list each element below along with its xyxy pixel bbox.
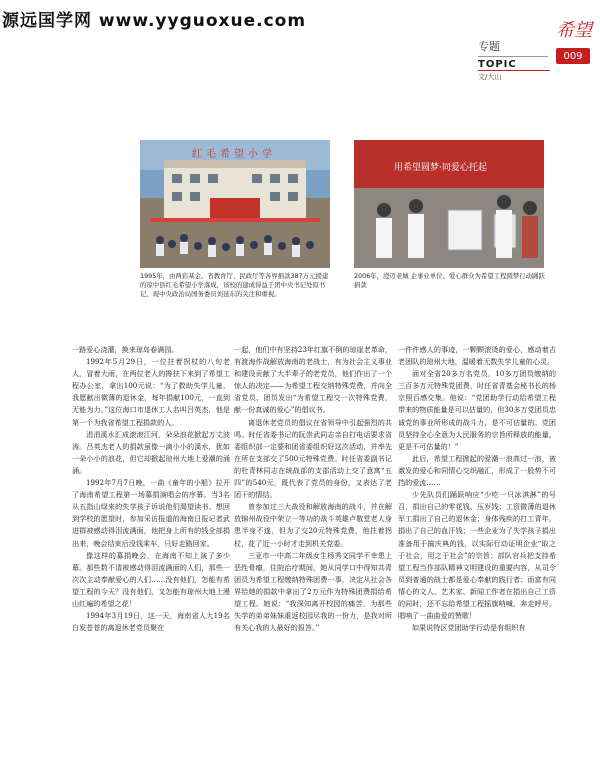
article-column-2 [234, 344, 392, 634]
article-column-1 [72, 344, 230, 634]
school-photo-caption: 1995年，由两彩基金、省教育厅、民政厅等各界捐款387万元援建的琼中县红毛希望小学落成，该校的建成得益于团中央书记处原书记、现中央政治局国务委员刘延东的关注和重视。 [140, 272, 329, 298]
donation-photo-caption: 2006年，澄迈老城 企事业单位、爱心群众为希望工程圆梦行动踊跃捐款 [354, 272, 545, 289]
article-author: 文/大山 [478, 73, 502, 81]
magazine-brand-logo [554, 14, 592, 44]
article-column-3 [398, 344, 556, 634]
paragraph: 三亚市一中高二年级女生杨秀文同学不幸患上恶性骨瘤，住院治疗期间，她从同学口中得知共青团员为希望工程缴纳特殊团费一事，决定从社会各界给她的捐款中拿出了2万元作为特殊团费捐给希望工程。她说：“我深知离开校园的痛苦，为那些失学的弟弟妹妹重返校园尽我的一份力，是我对所有关心我的人最好的报答。” [234, 550, 392, 633]
paragraph: 一起，他们中有坚持23年红旗不倒的琼崖老革命，有渡海作战解放海南的老战士，有为社会主义事业和建设贡献了大半辈子的老党员，他们作出了一个惊人的决定——为希望工程交纳特殊党费，并向全省党员、团员发出“为希望工程交一次特殊党费，献一份真诚的爱心”的倡议书。 [234, 345, 392, 415]
header-divider [478, 70, 550, 71]
paragraph: 此后，希望工程掀起的爱潮一浪高过一浪，被激发的爱心和同情心交织融汇，形成了一股势不可挡的爱流…… [398, 453, 556, 488]
paragraph: 1992年5月29日，一位拄着拐杖的八旬老人，冒着大雨，在两位老人的搀扶下来到了希望工程办公室，拿出100元说：“为了救助失学儿童，我愿献出微薄的退休金，每年捐献100元，一直到无能为力。”这位海口市退休工人名叫吕英杰，他是第一个为我省希望工程捐款的人。 [72, 357, 230, 427]
paragraph: 像这样的募捐晚会，在海南不知上演了多少幕。那些数不清被感动得泪流满面的人们，那些一次次主动奉献爱心的人们……没有他们，怎能有希望工程的今天？没有他们，又怎能有琼州大地上漫山红遍的希望之花！ [72, 550, 230, 608]
paragraph: 如果说特区党团助学行动是有组织有 [412, 623, 526, 633]
brand-title: 希望 [556, 20, 592, 41]
school-photo [140, 140, 330, 268]
event-banner: 用希望圆梦·同爱心托起 [394, 163, 487, 173]
paragraph: 面对全省20多万名党员，10多万团员缴纳的三百多万元特殊党团费，时任省青基会秘书长的杨宗照百感交集。他说：“党团助学行动给希望工程带来的物质能量是可以估量的，但30多万党团员忠诚党的事业所形成的战斗力，是不可估量的。党团员坚持全心全意为人民服务的宗旨所释放的能量，更是不可估量的！” [398, 369, 556, 451]
paragraph: 1992年7月7日晚，一曲《童年的小船》拉开了海南希望工程第一场募捐演唱会的序幕。当3名从五指山绿来的失学孩子诉说他们渴望读书、想回到学校的愿望时，参加采访报道的海南日报记者武进群被感动得泪流满面，他把身上所有的钱全部捐出来，晚会结束后没钱乘车，只好走路回家。 [72, 478, 230, 548]
section-header [478, 38, 548, 82]
page-number-badge [556, 48, 590, 64]
paragraph: 离退休老党员的倡议在省领导中引起强烈的共鸣。时任省委书记的阮崇武同志亲自打电话要求省委组织部一定要和团省委组织好这次活动，并率先在所在支部交了500元特殊党费。时任省委副书记的杜青林同志在统战部的支部活动上交了意寓“五四”的540元，既代表了党员的身份，又表达了老团干的情结。 [234, 417, 392, 500]
school-sign: 红毛希望小学 [192, 149, 276, 160]
section-label-en: TOPIC [478, 59, 517, 70]
paragraph: 一件件感人的事迹，一颗颗滚烫的爱心，感动着吉老团队的琼州大地，温暖着无数失学儿童的心灵。 [398, 345, 556, 367]
paragraph: 一路爱心浇灌，换来琼岛春满园。 [72, 345, 179, 354]
paragraph: 1994年3月19日，这一天，海南省人大19名白发苍苍的离退休老党员聚在 [72, 611, 230, 633]
page-number: 009 [563, 50, 583, 62]
site-watermark: 源远国学网 www.yyguoxue.com [2, 11, 307, 31]
section-label-zh: 专题 [478, 38, 548, 57]
donation-photo [354, 140, 544, 268]
paragraph: 涓涓溪水汇成滚滚江河，朵朵浪花掀起万丈波涛。吕英杰老人的捐款虽像一滴小小的溪水，犹如一朵小小的浪花，但它却掀起琼州大地上爱潮的涌涌。 [72, 429, 230, 475]
paragraph: 少先队员们踊跃响应“少吃一只冰淇淋”的号召，捐出自己的零花钱、压岁钱；工资微薄的退休军工捐出了自己的退休金；身体残疾的打工青年，捐出了自己的血汗钱；一些企业为了失学孩子捐出准备用于搞庆典的钱，以实际行动证明企业“取之于社会，用之于社会”的宗旨；部队官兵把支持希望工程当作部队精神文明建设的重要内容，从司令员到普通的战士都是爱心奉献的践行者；而富有同情心的文人、艺术家、新闻工作者在捐出自己工资的同时，还不忘给希望工程摇旗呐喊，奔走呼号，唱响了一曲曲爱的赞歌！ [398, 490, 556, 621]
paragraph: 曾参加过三大战役和解放海南的战斗，并在解放锦州战役中荣立一等功的战斗英雄卢敬堂老人身患半身不遂，但为了交20元特殊党费，他拄着拐杖，花了近一小时才走到机关党委。 [234, 502, 392, 548]
